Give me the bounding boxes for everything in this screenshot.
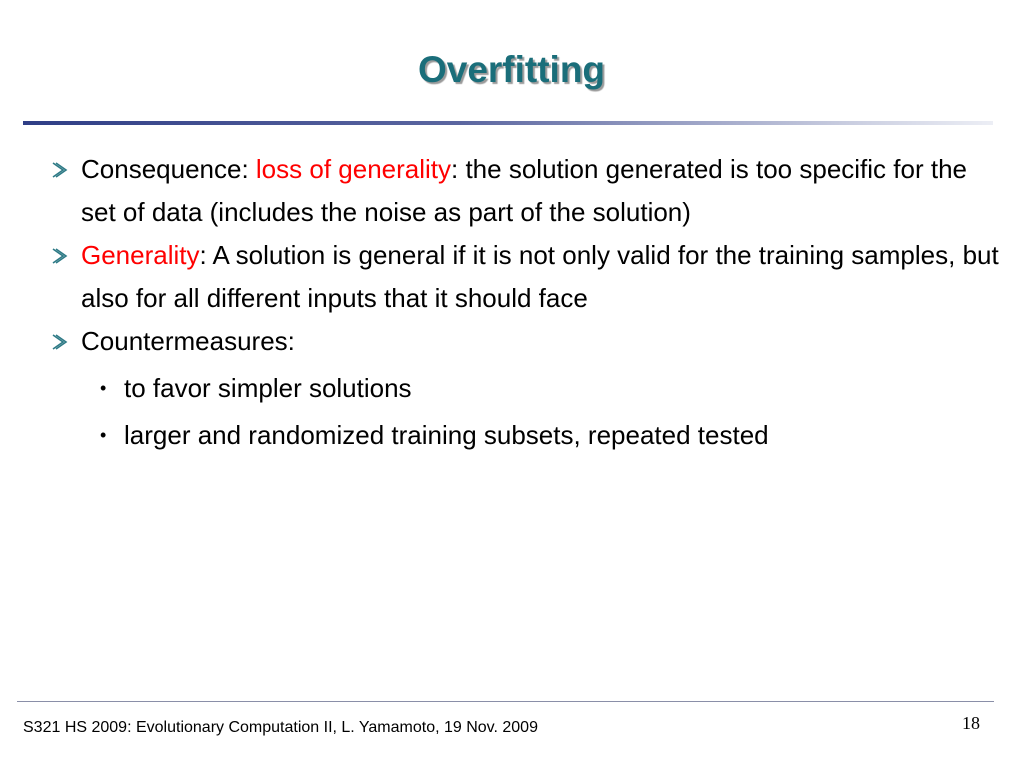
- highlight-text: Generality: [81, 240, 200, 270]
- bullet-countermeasures: [50, 320, 1000, 363]
- page-number: 18: [962, 713, 980, 733]
- title-divider: [23, 121, 993, 125]
- bullet-generality: [50, 234, 1000, 320]
- bullet-consequence: [50, 148, 1000, 234]
- bullet-text: : the solution generated is too specific for the set of data (includes the noise as part of the solution): [81, 154, 967, 227]
- dot-bullet-icon: •: [100, 378, 107, 398]
- arrow-bullet-icon: [50, 247, 68, 265]
- bullet-list: [50, 148, 1000, 457]
- bullet-text: : A solution is general if it is not only valid for the training samples, but also for all different inputs that it should face: [81, 240, 999, 313]
- dot-bullet-icon: •: [100, 425, 107, 445]
- sub-bullet-text: larger and randomized training subsets, repeated tested: [124, 420, 769, 450]
- slide-title: Overfitting: [417, 49, 606, 90]
- footer-divider: [17, 701, 994, 702]
- highlight-text: loss of generality: [255, 154, 452, 184]
- sub-bullet-text: to favor simpler solutions: [124, 373, 412, 403]
- arrow-bullet-icon: [50, 333, 68, 351]
- sub-bullet-simpler: [50, 367, 1000, 410]
- slide-footer: S321 HS 2009: Evolutionary Computation II, L. Yamamoto, 19 Nov. 2009: [23, 719, 538, 736]
- arrow-bullet-icon: [50, 161, 68, 179]
- sub-bullet-larger: [50, 414, 1000, 457]
- bullet-text: Consequence:: [81, 154, 256, 184]
- bullet-text: Countermeasures:: [81, 326, 295, 356]
